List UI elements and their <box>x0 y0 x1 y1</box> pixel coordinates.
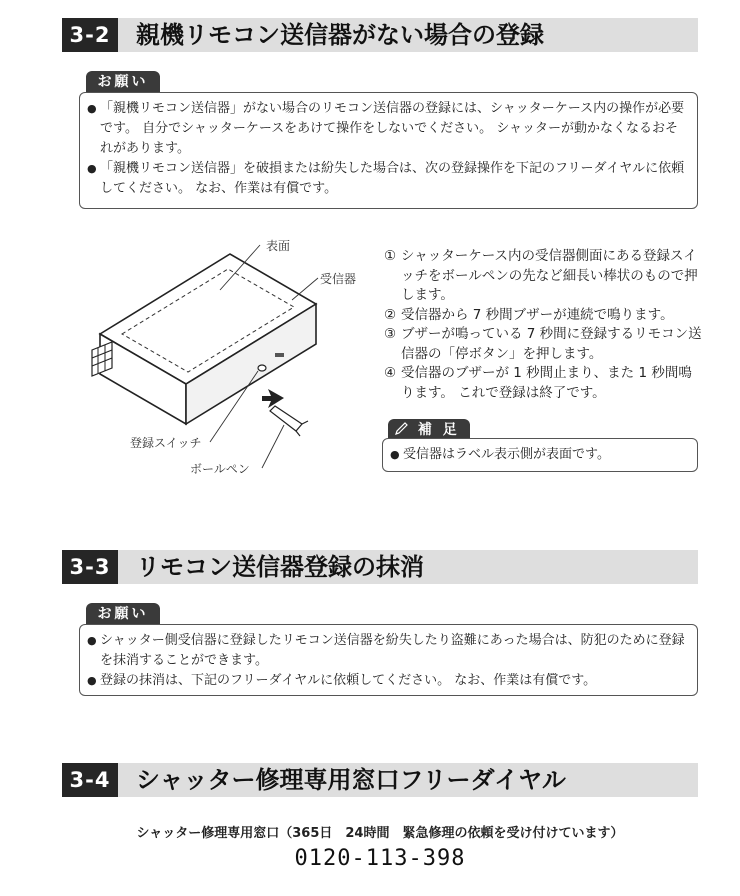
note-box-request <box>79 92 698 209</box>
register-switch-hole <box>258 365 266 371</box>
note-item: ● 登録の抹消は、下記のフリーダイヤルに依頼してください。 なお、作業は有償です。 <box>87 671 689 691</box>
phone-number[interactable]: 0120-113-398 <box>294 846 466 871</box>
note-tab-onegai: お願い <box>86 603 160 625</box>
section-header-3-2 <box>62 18 698 52</box>
step-item: ③ ブザーが鳴っている 7 秒間に登録するリモコン送信器の「停ボタン」を押します。 <box>384 326 702 362</box>
label-surface: 表面 <box>266 239 291 253</box>
receiver-diagram <box>70 230 380 490</box>
section-number: 3-2 <box>62 18 118 52</box>
note-tab-onegai: お願い <box>86 71 160 93</box>
note-item: ● 「親機リモコン送信器」がない場合のリモコン送信器の登録には、シャッターケース内の操作が必要です。 自分でシャッターケースをあけて操作をしないでください。 シャッターが動かなくなるおそれがあります。 <box>87 99 689 159</box>
label-receiver: 受信器 <box>320 272 357 286</box>
ballpoint-pen-drawing <box>270 406 308 436</box>
switch-mark <box>275 353 284 357</box>
supplement-tab: 補 足 <box>388 419 470 441</box>
section-header-3-4 <box>62 763 698 797</box>
label-register-switch: 登録スイッチ <box>130 436 202 450</box>
step-item: ② 受信器から 7 秒間ブザーが連続で鳴ります。 <box>384 306 674 323</box>
note-item: ● 「親機リモコン送信器」を破損または紛失した場合は、次の登録操作を下記のフリーダイヤルに依頼してください。 なお、作業は有償です。 <box>87 159 689 199</box>
label-ballpoint-pen: ボールペン <box>190 462 250 476</box>
section-header-3-3 <box>62 550 698 584</box>
section-number: 3-4 <box>62 763 118 797</box>
supplement-box <box>382 438 698 472</box>
contact-description: シャッター修理専用窓口（365日 24時間 緊急修理の依頼を受け付けています） <box>136 826 624 841</box>
section-number: 3-3 <box>62 550 118 584</box>
pencil-icon <box>394 422 410 436</box>
note-box-cancel <box>79 624 698 696</box>
section-title: シャッター修理専用窓口フリーダイヤル <box>136 766 566 794</box>
push-arrow <box>262 389 284 408</box>
section-title: 親機リモコン送信器がない場合の登録 <box>136 21 544 49</box>
step-item: ④ 受信器のブザーが 1 秒間止まり、また 1 秒間鳴ります。 これで登録は終了です。 <box>384 365 692 401</box>
section-title: リモコン送信器登録の抹消 <box>136 553 424 581</box>
note-item: ● シャッター側受信器に登録したリモコン送信器を紛失したり盗難にあった場合は、防犯のために登録を抹消することができます。 <box>87 631 689 671</box>
step-item: ① シャッターケース内の受信器側面にある登録スイッチをボールペンの先など細長い棒状のもので押します。 <box>384 248 698 303</box>
registration-steps <box>384 247 702 403</box>
supplement-item: ● 受信器はラベル表示側が表面です。 <box>390 445 689 465</box>
